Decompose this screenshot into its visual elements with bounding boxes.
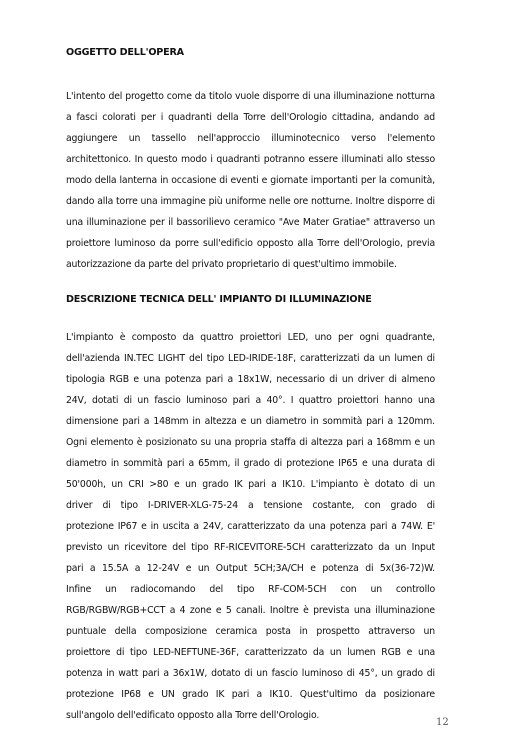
paragraph-line: protezione IP68 e UN grado IK pari a IK10. Quest'ultimo da posizionare [66,689,435,700]
paragraph-line: sull'angolo dell'edificato opposto alla Torre dell'Orologio. [66,710,320,721]
page-number: 12 [436,717,449,728]
paragraph-line: puntuale della composizione ceramica posta in prospetto attraverso un [66,626,435,637]
paragraph-line: dando alla torre una immagine più uniforme nelle ore notturne. Inoltre disporre di [66,196,435,207]
paragraph-line: pari a 15.5A a 12-24V e un Output 5CH;3A/CH e potenza di 5x(36-72)W. [66,563,435,574]
section-heading-oggetto: OGGETTO DELL'OPERA [66,47,184,58]
paragraph-line: dimensione pari a 148mm in altezza e un diametro in sommità pari a 120mm. [66,416,435,427]
paragraph-line: a fasci colorati per i quadranti della Torre dell'Orologio cittadina, andando ad [66,112,435,123]
paragraph-line: proiettore di tipo LED-NEFTUNE-36F, caratterizzato da un lumen RGB e una [66,647,435,658]
paragraph-line: potenza in watt pari a 36x1W, dotato di un fascio luminoso di 45°, un grado di [66,668,435,679]
paragraph-line: driver di tipo I-DRIVER-XLG-75-24 a tensione costante, con grado di [66,500,435,511]
paragraph-line: proiettore luminoso da porre sull'edificio opposto alla Torre dell'Orologio, previa [66,238,435,249]
paragraph-line: 50'000h, un CRI >80 e un grado IK pari a IK10. L'impianto è dotato di un [66,479,435,490]
paragraph-line: aggiungere un tassello nell'approccio illuminotecnico verso l'elemento [66,133,435,144]
paragraph-line: diametro in sommità pari a 65mm, il grado di protezione IP65 e una durata di [66,458,435,469]
paragraph-line: Ogni elemento è posizionato su una propria staffa di altezza pari a 168mm e un [66,437,435,448]
paragraph-line: protezione IP67 e in uscita a 24V, caratterizzato da una potenza pari a 74W. E' [66,521,435,532]
paragraph-line: tipologia RGB e una potenza pari a 18x1W, necessario di un driver di almeno [66,374,435,385]
section-heading-descrizione: DESCRIZIONE TECNICA DELL' IMPIANTO DI ILLUMINAZIONE [66,294,372,305]
paragraph-line: L'impianto è composto da quattro proiettori LED, uno per ogni quadrante, [66,332,435,343]
paragraph-line: autorizzazione da parte del privato proprietario di quest'ultimo immobile. [66,259,397,270]
paragraph-line: dell'azienda IN.TEC LIGHT del tipo LED-IRIDE-18F, caratterizzati da un lumen di [66,353,435,364]
paragraph-line: RGB/RGBW/RGB+CCT a 4 zone e 5 canali. Inoltre è prevista una illuminazione [66,605,435,616]
paragraph-line: architettonico. In questo modo i quadranti potranno essere illuminati allo stesso [66,154,435,165]
paragraph-line: previsto un ricevitore del tipo RF-RICEVITORE-5CH caratterizzato da un Input [66,542,435,553]
paragraph-line: 24V, dotati di un fascio luminoso pari a 40°. I quattro proiettori hanno una [66,395,435,406]
paragraph-line: una illuminazione per il bassorilievo ceramico "Ave Mater Gratiae" attraverso un [66,217,435,228]
paragraph-line: modo della lanterna in occasione di eventi e giornate importanti per la comunità, [66,175,435,186]
paragraph-line: L'intento del progetto come da titolo vuole disporre di una illuminazione notturna [66,91,435,102]
paragraph-line: Infine un radiocomando del tipo RF-COM-5CH con un controllo [66,584,435,595]
